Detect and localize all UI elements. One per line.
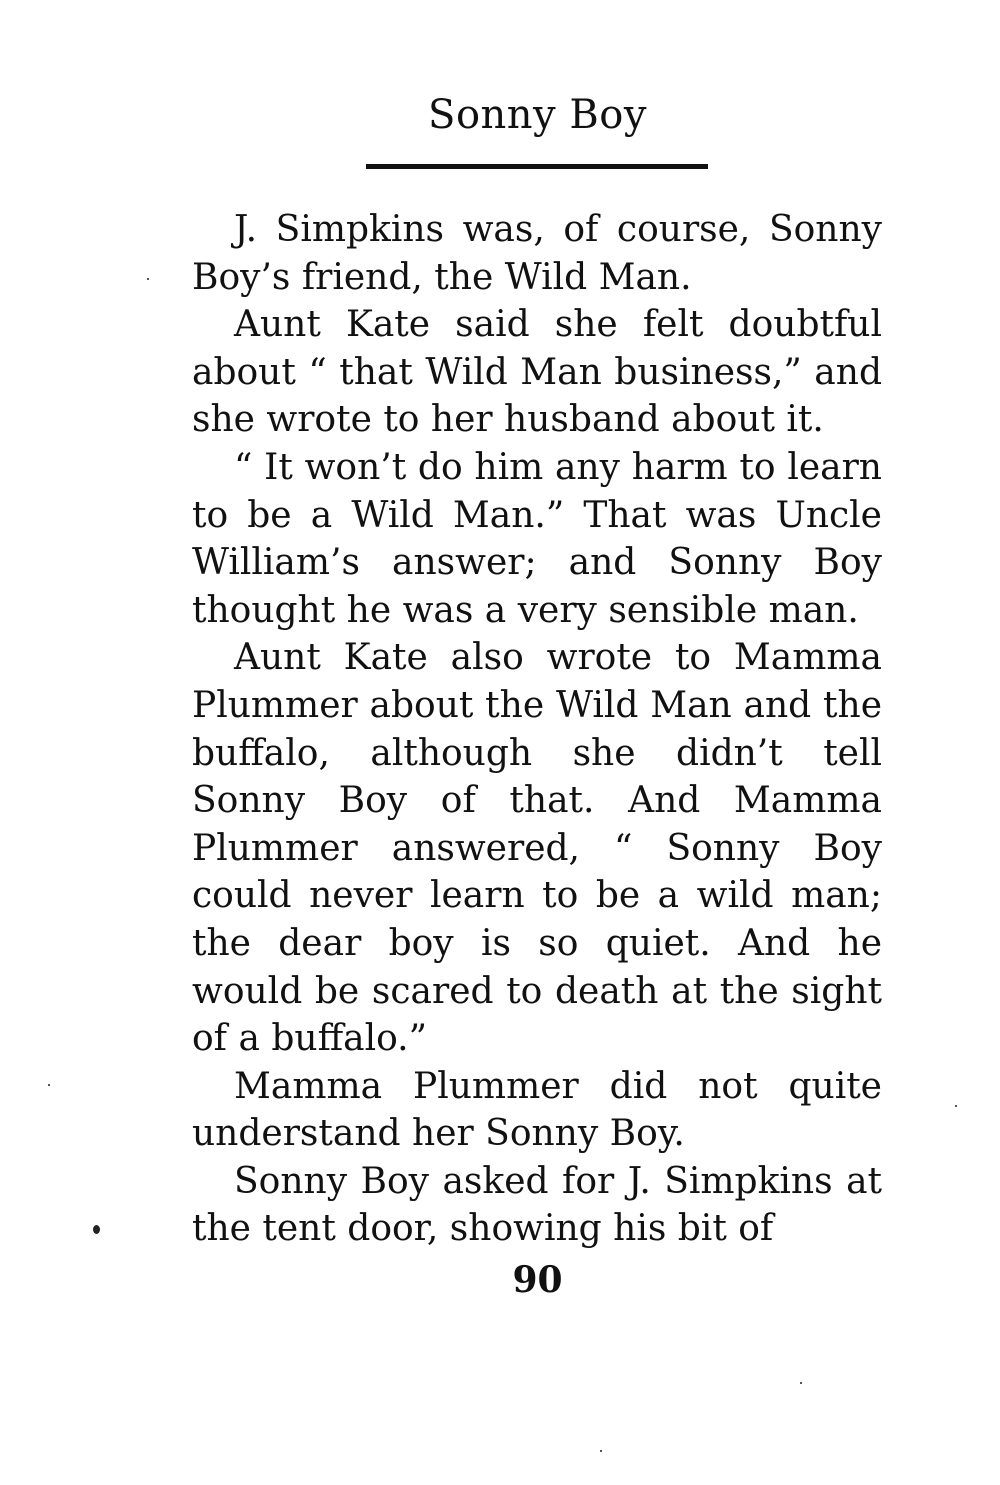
ink-speck <box>48 1084 50 1086</box>
paragraph: Aunt Kate said she felt doubtful about “ that Wild Man business,” and she wrote to her husband about it. <box>192 304 882 441</box>
page-number: 90 <box>512 1259 563 1301</box>
ink-speck <box>955 1105 957 1107</box>
ink-speck <box>600 1450 602 1452</box>
paragraph: Sonny Boy asked for J. Simpkins at the tent door, showing his bit of <box>192 1160 882 1250</box>
ink-speck <box>800 1382 802 1384</box>
paragraph: Aunt Kate also wrote to Mamma Plummer about the Wild Man and the buffalo, although she didn’t tell Sonny Boy of that. And Mamma Plummer answered, “ Sonny Boy could never learn to be a wild man; the dear boy is so quiet. And he would be scared to death at the sight of a buffalo.” <box>192 637 882 1060</box>
paragraph: “ It won’t do him any harm to learn to be a Wild Man.” That was Uncle William’s answer; and Sonny Boy thought he was a very sensible man. <box>192 446 882 631</box>
body-text <box>192 206 882 1253</box>
paragraph: J. Simpkins was, of course, Sonny Boy’s friend, the Wild Man. <box>192 209 882 298</box>
ink-speck <box>147 278 149 280</box>
header-rule <box>366 164 708 169</box>
ink-speck <box>93 1225 100 1234</box>
running-head: Sonny Boy <box>428 92 647 138</box>
paragraph: Mamma Plummer did not quite understand her Sonny Boy. <box>192 1065 882 1155</box>
